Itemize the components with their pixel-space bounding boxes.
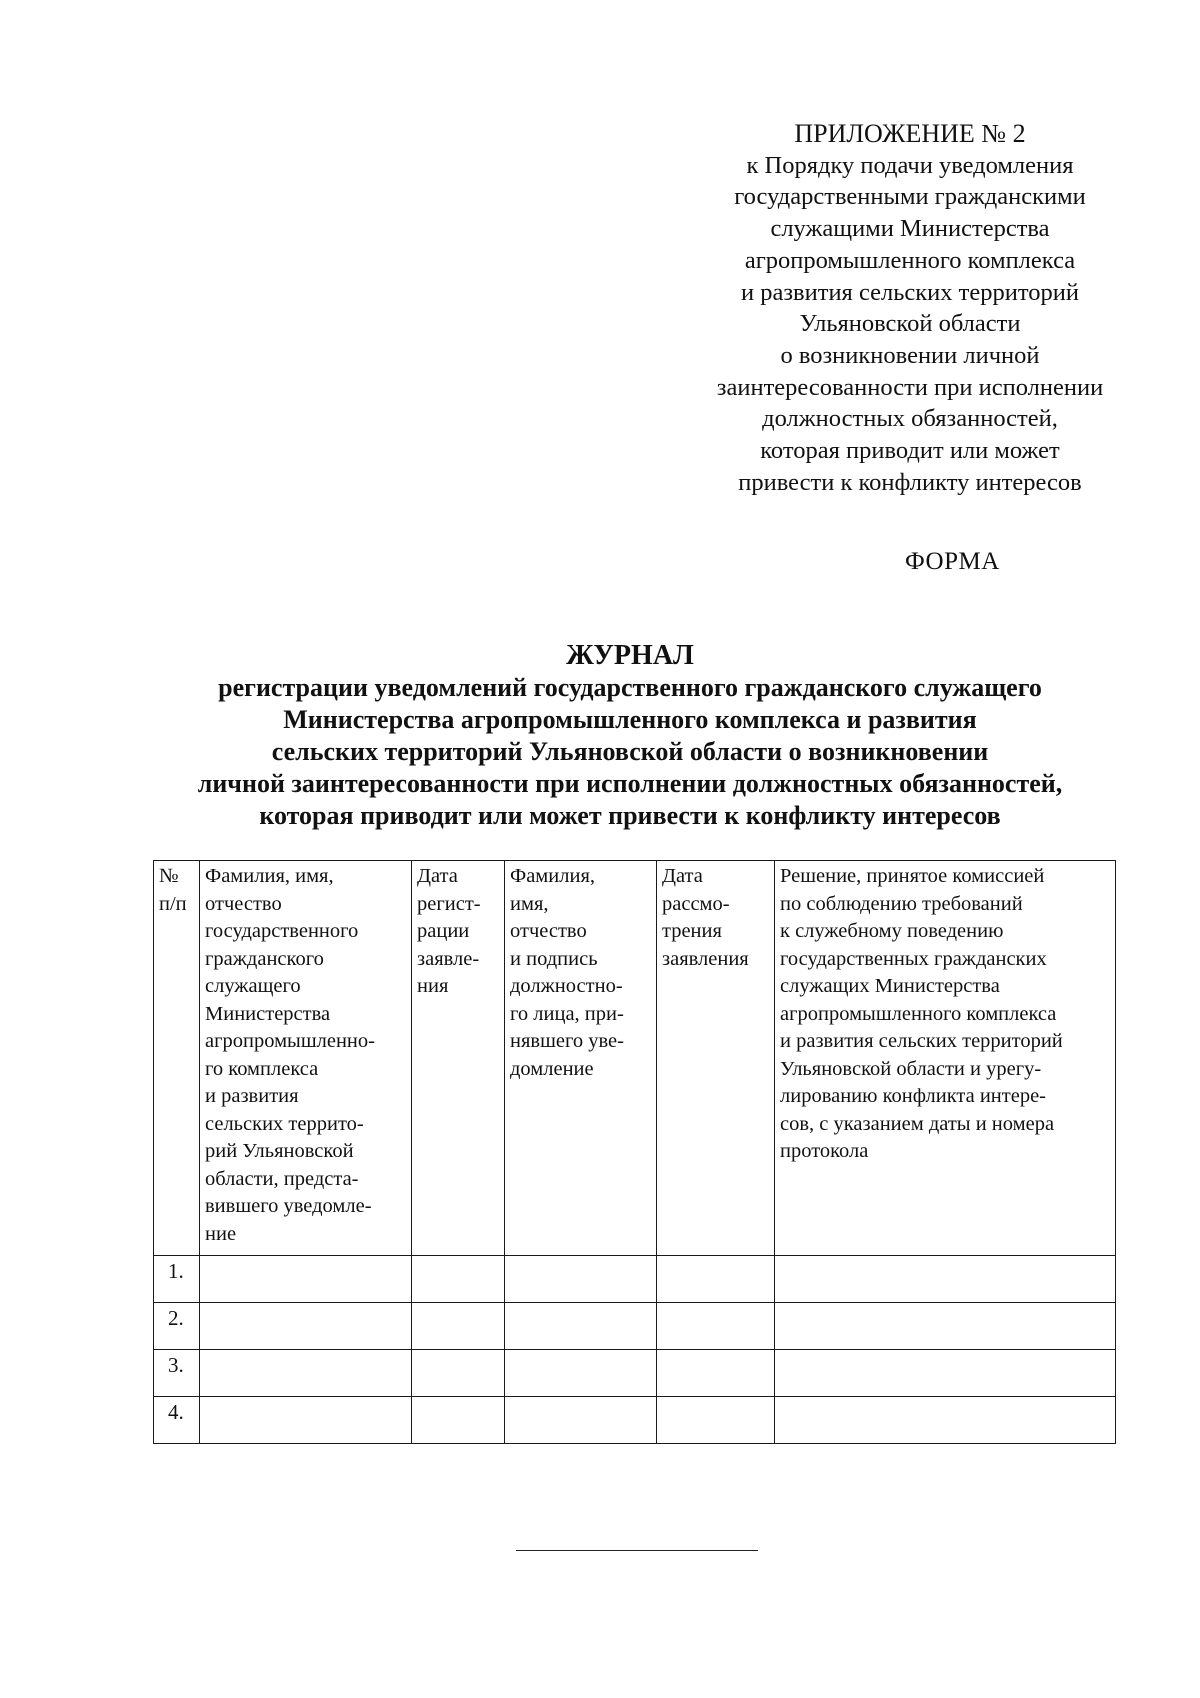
row-number: 4. <box>154 1397 200 1444</box>
registration-table <box>153 860 1116 1444</box>
col-header-commission-decision: Решение, принятое комиссией по соблюдению требований к служебному поведению государственных гражданских служащих Министерства агропромышленного комплекса и развития сельских территорий Ульяновской области и урегу- лированию конфликта интере- сов, с указанием даты и номера протокола <box>775 861 1116 1256</box>
journal-title-block <box>160 640 1100 832</box>
appendix-line: Ульяновской области <box>799 310 1021 338</box>
table-cell <box>505 1303 657 1350</box>
table-cell <box>200 1350 412 1397</box>
table-cell <box>412 1350 505 1397</box>
table-cell <box>505 1397 657 1444</box>
table-cell <box>200 1256 412 1303</box>
appendix-block <box>660 118 1160 498</box>
appendix-line: к Порядку подачи уведомления <box>746 151 1074 179</box>
col-header-employee-name: Фамилия, имя, отчество государственного гражданского служащего Министерства агропромышленно- го комплекса и развития сельских террито- рий Ульяновской области, предста- вившего уведомле- ние <box>200 861 412 1256</box>
table-cell <box>412 1303 505 1350</box>
table-cell <box>775 1303 1116 1350</box>
table-cell <box>657 1350 775 1397</box>
appendix-title: ПРИЛОЖЕНИЕ № 2 <box>794 119 1026 148</box>
table-row <box>154 1303 1116 1350</box>
row-number: 1. <box>154 1256 200 1303</box>
col-header-number: № п/п <box>154 861 200 1256</box>
journal-subtitle-line: регистрации уведомлений государственного гражданского служащего <box>218 673 1042 702</box>
journal-subtitle-line: личной заинтересованности при исполнении должностных обязанностей, <box>197 769 1063 798</box>
table-cell <box>412 1256 505 1303</box>
journal-subtitle-line: которая приводит или может привести к конфликту интересов <box>259 801 1001 830</box>
table-cell <box>200 1397 412 1444</box>
table-row <box>154 1256 1116 1303</box>
appendix-line: и развития сельских территорий <box>741 278 1079 306</box>
table-cell <box>775 1350 1116 1397</box>
journal-subtitle-line: Министерства агропромышленного комплекса и развития <box>283 705 977 734</box>
journal-subtitle-line: сельских территорий Ульяновской области о возникновении <box>271 737 989 766</box>
table-row <box>154 1397 1116 1444</box>
table-header-row <box>154 861 1116 1256</box>
appendix-line: агропромышленного комплекса <box>744 246 1076 274</box>
table-cell <box>657 1397 775 1444</box>
table-cell <box>775 1397 1116 1444</box>
row-number: 2. <box>154 1303 200 1350</box>
footer-divider <box>516 1550 758 1551</box>
appendix-line: которая приводит или может <box>760 437 1060 465</box>
table-cell <box>200 1303 412 1350</box>
row-number: 3. <box>154 1350 200 1397</box>
appendix-line: должностных обязанностей, <box>762 405 1058 433</box>
appendix-line: служащими Министерства <box>770 215 1050 243</box>
appendix-line: о возникновении личной <box>780 341 1040 369</box>
table-cell <box>657 1256 775 1303</box>
table-cell <box>412 1397 505 1444</box>
journal-heading: ЖУРНАЛ <box>566 640 694 671</box>
appendix-line: привести к конфликту интересов <box>738 468 1082 496</box>
form-label: ФОРМА <box>905 548 1000 575</box>
table-cell <box>505 1350 657 1397</box>
appendix-line: заинтересованности при исполнении <box>716 373 1104 401</box>
table-cell <box>657 1303 775 1350</box>
col-header-registration-date: Дата регист- рации заявле- ния <box>412 861 505 1256</box>
table-cell <box>775 1256 1116 1303</box>
col-header-review-date: Дата рассмо- трения заявления <box>657 861 775 1256</box>
table-row <box>154 1350 1116 1397</box>
appendix-line: государственными гражданскими <box>734 183 1086 211</box>
table-cell <box>505 1256 657 1303</box>
col-header-official-name-signature: Фамилия, имя, отчество и подпись должностно- го лица, при- нявшего уве- домление <box>505 861 657 1256</box>
